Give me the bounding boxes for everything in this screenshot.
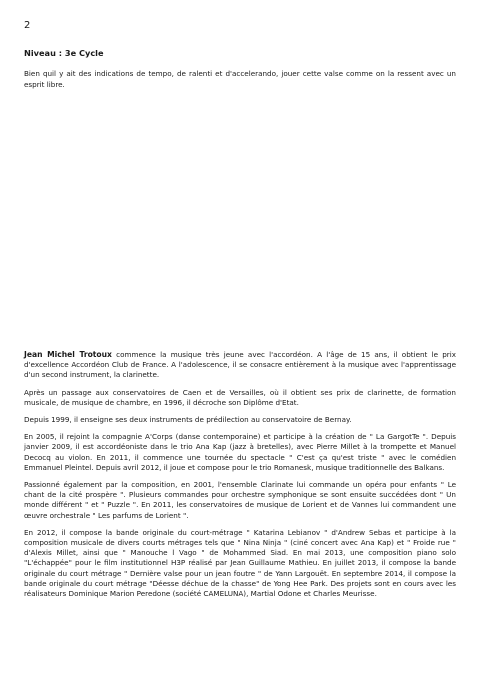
level-heading: Niveau : 3e Cycle: [24, 48, 104, 58]
bio-paragraph-5: Passionné également par la composition, en 2001, l'ensemble Clarinate lui commande un opéra pour enfants " Le chant de la cité prospère ". Plusieurs commandes pour orchestre symphonique se sont ensuite succédées dont " Un monde différent " et " Puzzle ". En 2011, les conservatoires de musique de Lorient et de Vannes lui commandent une œuvre orchestrale " Les parfums de Lorient ".: [24, 480, 456, 520]
bio-paragraph-3: Depuis 1999, il enseigne ses deux instruments de prédilection au conservatoire de Bernay.: [24, 415, 352, 425]
bio-paragraph-1-text: commence la musique très jeune avec l'accordéon. A l'âge de 15 ans, il obtient le prix d'excellence Accordéon Club de France. A l'adolescence, il se consacre entièrement à la musique avec l'apprentissage d'un second instrument, la clarinette.: [24, 350, 456, 380]
intro-text: Bien quil y ait des indications de tempo, de ralenti et d'accelerando, jouer cette valse comme on la ressent avec un esprit libre.: [24, 69, 456, 89]
biography: [24, 350, 456, 606]
bio-paragraph-6: En 2012, il compose la bande originale du court-métrage " Katarina Lebianov " d'Andrew Sebas et participe à la composition musicale de divers courts métrages tels que " Nina Ninja " (ciné concert avec Ana Kap) et " Froide rue " d'Alexis Millet, ainsi que " Manouche l Vago " de Mohammed Siad. En mai 2013, une composition piano solo "L'échappée" pour le film institutionnel H3P réalisé par Jean Guillaume Mathieu. En juillet 2013, il compose la bande originale du court métrage " Dernière valse pour un jean foutre " de Yann Largouët. En septembre 2014, il compose la bande originale du court métrage "Déesse déchue de la chasse" de Yong Hee Park. Des projets sont en cours avec les réalisateurs Dominique Marion Peredone (société CAMELUNA), Martial Odone et Charles Meurisse.: [24, 527, 456, 599]
bio-paragraph-4: En 2005, il rejoint la compagnie A'Corps (danse contemporaine) et participe à la création de " La GargotTe ". Depuis janvier 2009, il est accordéoniste dans le trio Ana Kap (jazz à bretelles), avec Pierre Millet à la trompette et Manuel Decocq au violon. En 2011, il commence une tournée du spectacle " C'est ça qu'est triste " avec le comédien Emmanuel Pleintel. Depuis avril 2012, il joue et compose pour le trio Romanesk, musique traditionnelle des Balkans.: [24, 432, 456, 472]
bio-paragraph-1: [24, 350, 456, 381]
composer-name: Jean Michel Trotoux: [24, 350, 112, 359]
bio-paragraph-2: Après un passage aux conservatoires de Caen et de Versailles, où il obtient ses prix de clarinette, de formation musicale, de musique de chambre, en 1996, il décroche son Diplôme d'Etat.: [24, 387, 456, 407]
page-number: 2: [24, 20, 31, 31]
